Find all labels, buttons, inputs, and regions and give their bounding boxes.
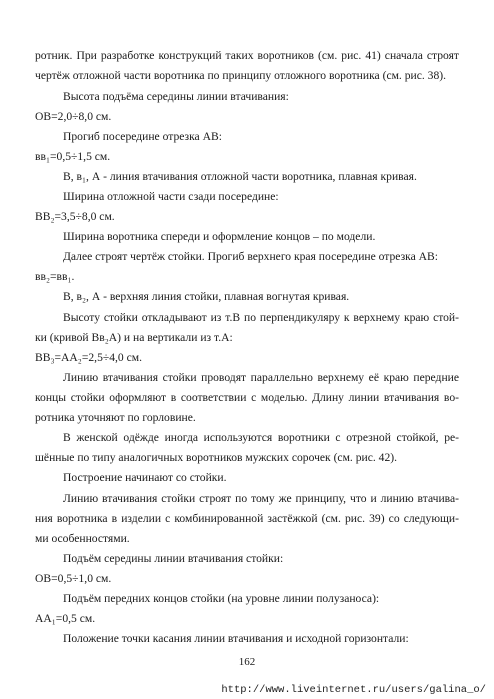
text-line-17: Линию втачивания стойки проводят параллельно верхнему её краю передние: [63, 371, 459, 384]
text-line-10: Ширина воротника спереди и оформление концов – по модели.: [63, 230, 376, 243]
text-line-19: ротника уточняют по горловине.: [35, 411, 196, 424]
text-line-18: концы стойки оформляют в соответствии с моделью. Длину линии втачивания во-: [35, 391, 459, 404]
text-line-5: Прогиб посередине отрезка АВ:: [63, 130, 222, 143]
text-line-7: В, в₁, А - линия втачивания отложной части воротника, плавная кривая.: [63, 170, 417, 183]
text-line-29: АА₁=0,5 см.: [35, 612, 96, 625]
text-line-16: ВВ₃=АА₂=2,5÷4,0 см.: [35, 351, 142, 364]
page-number: 162: [238, 656, 256, 668]
watermark-url[interactable]: http://www.liveinternet.ru/users/galina_o/: [221, 684, 486, 696]
text-line-2: чертёж отложной части воротника по принципу отложного воротника (см. рис. 38).: [35, 69, 447, 82]
text-line-6: вв₁=0,5÷1,5 см.: [35, 150, 111, 163]
text-line-4: ОВ=2,0÷8,0 см.: [35, 110, 112, 123]
text-line-25: ми особенностями.: [35, 532, 130, 545]
text-line-11: Далее строят чертёж стойки. Прогиб верхнего края посередине отрезка АВ:: [63, 250, 438, 263]
text-line-26: Подъём середины линии втачивания стойки:: [63, 552, 284, 565]
text-line-12: вв₂=вв₁.: [35, 270, 75, 283]
text-line-23: Линию втачивания стойки строят по тому же принципу, что и линию втачива-: [63, 492, 459, 505]
text-line-28: Подъём передних концов стойки (на уровне линии полузаноса):: [63, 592, 380, 605]
text-line-15: ки (кривой Вв₂А) и на вертикали из т.А:: [35, 331, 233, 344]
text-line-1: ротник. При разработке конструкций таких воротников (см. рис. 41) сначала строят: [35, 49, 459, 62]
text-line-20: В женской одёжде иногда используются воротники с отрезной стойкой, ре-: [63, 431, 459, 444]
text-line-14: Высоту стойки откладывают из т.В по перпендикуляру к верхнему краю стой-: [63, 311, 459, 324]
text-line-21: шённые по типу аналогичных воротников мужских сорочек (см. рис. 42).: [35, 451, 398, 464]
text-line-27: ОВ=0,5÷1,0 см.: [35, 572, 112, 585]
text-line-8: Ширина отложной части сзади посередине:: [63, 190, 279, 203]
text-line-9: ВВ₂=3,5÷8,0 см.: [35, 210, 115, 223]
text-line-30: Положение точки касания линии втачивания и исходной горизонтали:: [63, 632, 409, 645]
text-line-22: Построение начинают со стойки.: [63, 471, 227, 484]
text-line-3: Высота подъёма середины линии втачивания:: [63, 90, 289, 103]
text-line-24: ния воротника в изделии с комбинированной застёжкой (см. рис. 39) со следующи-: [35, 512, 459, 525]
text-line-13: В, в₂, А - верхняя линия стойки, плавная вогнутая кривая.: [63, 290, 350, 303]
